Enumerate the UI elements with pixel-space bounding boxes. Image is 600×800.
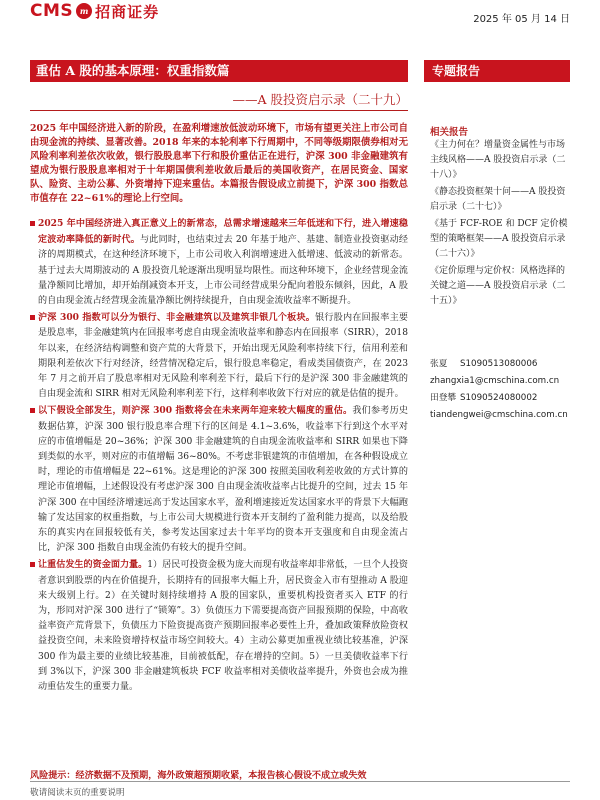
risk-warning: 风险提示：经济数据不及预期，海外政策超预期收紧，本报告核心假设不成立或失效 [30, 770, 367, 781]
report-date: 2025 年 05 月 14 日 [473, 14, 570, 25]
related-report-link[interactable]: 《主力何在？增量资金属性与市场主线风格——A 股投资启示录（二十八）》 [430, 140, 566, 180]
paragraph-lead: 2025 年中国经济进入真正意义上的新常态，总需求增速越来三年低迷和下行，进入增速稳定波动率降低的新时代。 [38, 218, 408, 246]
bullet-square-icon [30, 562, 35, 567]
bullet-square-icon [30, 221, 35, 226]
related-report-link[interactable]: 《静态投资框架十问——A 股投资启示录（二十七）》 [430, 187, 566, 212]
related-report-link[interactable]: 《基于 FCF-ROE 和 DCF 定价模型的策略框架——A 股投资启示录（二十六）》 [430, 219, 568, 259]
bullet-square-icon [30, 408, 35, 413]
analyst-name: 田登攀 [430, 393, 457, 403]
company-logo [30, 0, 159, 22]
paragraph-lead: 以下假设全部发生，则沪深 300 指数将会在未来两年迎来较大幅度的重估。 [38, 405, 353, 417]
footer-note: 敬请阅读末页的重要说明 [30, 788, 125, 798]
title-divider [30, 110, 408, 111]
paragraph-text: 与此同时，也结束过去 20 年基于地产、基建、制造业投资驱动经济的周期模式，在这种经济环境下，上市公司收入利润增速进入低增速、低波动的新常态。基于过去大周期波动的 A 股投资几轮逐渐出现明显均限性。而这种环境下，企业经营现金流量净额同比增加，却开始削减资本开支，上市公司经营成果分配向着股东倾斜，因此，A 股的自由现金流占经营现金流量净额比例持续提升，自由现金流收益率不断提升。 [38, 235, 408, 307]
paragraph-text: 我们参考历史数据估算，沪深 300 银行股息率合理下行的区间是 4.1~3.6%，收益率下行到这个水平对应的市值增幅是 20~36%；沪深 300 非金融建筑的自由现金流收益率和 SIRR 如果也下降到类似的水平，则对应的市值增幅 36~80%。不考虑非银建筑的市值增加，在各种假设成立时，理论的市值增幅是 22~61%。这是理论的沪深 300 按照美国收利差收敛的方式计算的理论市值增幅，上述假设没有考虑沪深 300 自由现金流收益率占比提升的空间，过去 15 年沪深 300 在中国经济增速远高于发达国家水平，盈利增速接近发达国家水平的背景下大幅跑输了发达国家的权重指数，与上市公司大规模进行资本开支制约了盈利能力提高，以及给股东的真实内在回报较低有关，参考发达国家过去十年平均的资本开支强度和自由现金流占比，沪深 300 指数自由现金流仍有较大的提升空间。 [38, 406, 408, 554]
paragraph-3 [30, 403, 408, 556]
logo-chinese-text: 招商证券 [95, 2, 160, 21]
bullet-square-icon [30, 315, 35, 320]
paragraph-text: 银行股内在回报率主要是股息率，非金融建筑内在回报率考虑自由现金流收益率和静态内在回报率（SIRR），2018 年以来，在经济结构调整和资产荒的大背景下，开始出现无风险利率持续下行，信用利差和期限利差依次下行对经济，经营情况稳定后，银行股息率稳定，看成类国债资产，在 2023 年 7 月之前开启了股息率相对无风险利率利差下行，最后下行的是沪深 300 非金融建筑的自由现金流和 SIRR 相对无风险利率利差下行，这样利率收敛下行对应的就是估值的提升。 [38, 313, 408, 400]
analyst-row [430, 390, 570, 407]
paragraph-2 [30, 310, 408, 402]
analyst-name: 张夏 [430, 359, 448, 369]
analyst-cert: S1090513080006 [460, 359, 538, 369]
page-header [0, 0, 600, 30]
abstract: 2025 年中国经济进入新的阶段，在盈利增速放低波动环境下，市场有望更关注上市公司自由现金流的持续、显著改善。2018 年来的本轮利率下行周期中，不同等级期限债券相对无风险利率利差依次收敛，银行股股息率下行和股价重估正在进行，沪深 300 非金融建筑有望成为银行股股息率相对于十年期国债利差收敛后最后的美国收资产，在居民资金、国家队、险资、主动公募、外资增持下迎来重估。本篇报告假设成立前提下，沪深 300 指数总市值存在 22~61%的理论上行空间。 [30, 123, 408, 204]
report-body [30, 216, 408, 696]
related-report-link[interactable]: 《定价原理与定价权：风格选择的关键之道——A 股投资启示录（二十五）》 [430, 266, 566, 306]
paragraph-4 [30, 557, 408, 695]
analyst-email[interactable]: zhangxia1@cmschina.com.cn [430, 376, 560, 386]
report-title: 重估 A 股的基本原理：权重指数篇 [30, 60, 408, 82]
section-label: 专题报告 [424, 60, 570, 82]
paragraph-lead: 让重估发生的资金面力量。 [38, 559, 148, 571]
related-reports-title: 相关报告 [430, 127, 469, 138]
related-reports-list [430, 138, 570, 311]
logo-badge-icon: m [76, 3, 92, 19]
report-subtitle: ——A 股投资启示录（二十九） [232, 92, 408, 107]
analyst-row [430, 356, 570, 373]
analyst-email[interactable]: tiandengwei@cmschina.com.cn [430, 410, 568, 420]
paragraph-text: 1）居民可投资金极为庞大而现有收益率却非常低，一旦个人投资者意识到股票的内在价值提升，长期持有的回报率大幅上升，居民资金入市有望推动 A 股迎来大级别上行。2）在关键时刻持续增持 A 股的国家队，重要机构投资者买入 ETF 的行为，形同对沪深 300 进行了“锁筹”。3）负债压力下需要提高资产回报预期的保险，中高收益率资产荒背景下，负债压力下险资提高资产预期回报率必要性上升，叠加政策释放险资权益投资空间，未来险资增持权益市场空间较大。4）主动公募更加重视业绩比较基准，沪深 300 作为最主要的业绩比较基准，目前被低配，存在增持的空间。5）一旦美债收益率下行到 3%以下，沪深 300 非金融建筑板块 FCF 收益率相对美债收益率提升，外资也会成为推动重估发生的重要力量。 [38, 560, 408, 693]
logo-cms-text: CMS [30, 1, 74, 21]
paragraph-1 [30, 216, 408, 309]
paragraph-lead: 沪深 300 指数可以分为银行、非金融建筑以及建筑非银几个板块。 [38, 312, 316, 324]
analyst-info [430, 356, 570, 424]
footer-divider [30, 781, 570, 782]
analyst-cert: S1090524080002 [460, 393, 538, 403]
analyst-row [430, 373, 570, 390]
analyst-row [430, 407, 570, 424]
